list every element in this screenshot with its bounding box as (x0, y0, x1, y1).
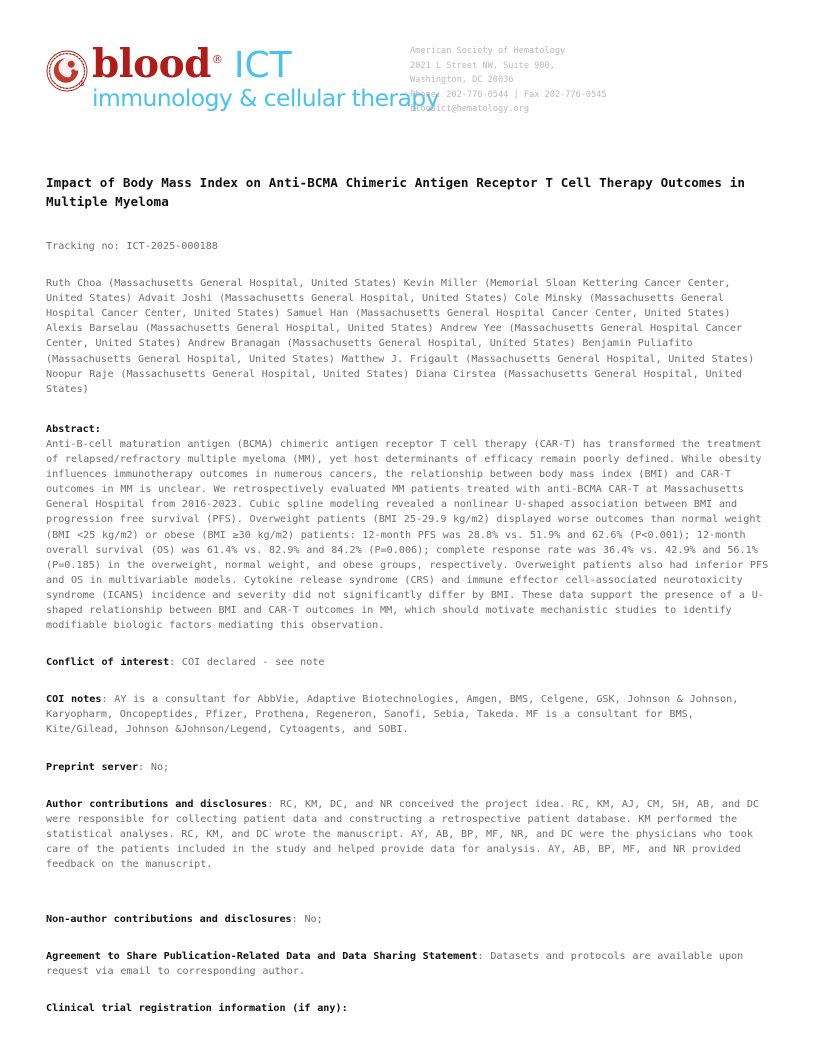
registered-trademark-icon: ® (211, 53, 223, 66)
coi-notes-section (46, 692, 770, 737)
wordmark-blood: blood (92, 41, 211, 87)
non-author-contributions-heading: Non-author contributions and disclosures (46, 914, 292, 926)
journal-tagline: immunology & cellular therapy (92, 83, 439, 112)
clinical-trial-heading: Clinical trial registration information (if any): (46, 1003, 348, 1015)
coi-notes-body: AY is a consultant for AbbVie, Adaptive Biotechnologies, Amgen, BMS, Celgene, GSK, Johnson & Johnson, Karyopharm, Oncopeptides, Pfizer, Prothena, Regeneron, Sanofi, Sebia, Takeda. MF is a consultant for BMS, Kite/Gilead, Johnson &Johnson/Legend, Cytoagents, and SOBI. (46, 694, 739, 736)
address-line-city: Washington, DC 20036 (410, 75, 514, 86)
author-contributions-separator: : (267, 798, 281, 810)
address-line-org: American Society of Hematology (410, 46, 566, 56)
svg-text:R: R (80, 82, 83, 86)
abstract-section (46, 422, 770, 633)
data-sharing-separator: : (477, 951, 491, 963)
document-content (46, 174, 770, 1016)
preprint-server-body: No; (150, 761, 170, 773)
data-sharing-heading: Agreement to Share Publication-Related Data and Data Sharing Statement (46, 951, 478, 963)
abstract-body: Anti-B-cell maturation antigen (BCMA) chimeric antigen receptor T cell therapy (CAR-T) has transformed the treatment of relapsed/refractory multiple myeloma (MM), yet host determinants of efficacy remain poorly defined. While obesity influences immunotherapy outcomes in numerous cancers, the relationship between body mass index (BMI) and CAR-T outcomes in MM is unclear. We retrospectively evaluated MM patients treated with anti-BCMA CAR-T at Massachusetts General Hospital from 2016-2023. Cubic spline modeling revealed a nonlinear U-shaped association between BMI and progression free survival (PFS). Overweight patients (BMI 25-29.9 kg/m2) displayed worse outcomes than normal weight (BMI <25 kg/m2) or obese (BMI ≥30 kg/m2) patients: 12-month PFS was 28.8% vs. 51.9% and 62.6% (P<0.001); 12-month overall survival (OS) was 61.4% vs. 82.9% and 84.2% (P=0.006); complete response rate was 36.4% vs. 42.9% and 56.1% (P=0.185) in the overweight, normal weight, and obese groups, respectively. Overweight patients also had inferior PFS and OS in multivariable models. Cytokine release syndrome (CRS) and immune effector cell-associated neurotoxicity syndrome (ICANS) incidence and severity did not significantly differ by BMI. These data support the presence of a U-shaped relationship between BMI and CAR-T outcomes in MM, which should motivate mechanistic studies to identify modifiable biologic factors mediating this observation. (46, 438, 769, 632)
journal-wordmark (92, 41, 439, 112)
conflict-of-interest-separator: : (169, 657, 182, 669)
data-sharing-section (46, 949, 770, 979)
author-contributions-heading: Author contributions and disclosures (46, 798, 268, 810)
conflict-of-interest-heading: Conflict of interest (46, 657, 170, 669)
abstract-heading: Abstract: (46, 423, 101, 435)
data-sharing-body: Datasets and protocols are available upon request via email to corresponding author. (46, 951, 744, 978)
conflict-of-interest-section (46, 655, 770, 670)
conflict-of-interest-body: COI declared - see note (181, 657, 325, 669)
page-title: Impact of Body Mass Index on Anti-BCMA Chimeric Antigen Receptor T Cell Therapy Outcomes in Multiple Myeloma (46, 175, 746, 209)
non-author-contributions-body: No; (304, 914, 323, 926)
journal-masthead (0, 0, 816, 136)
non-author-contributions-separator: : (291, 914, 305, 926)
clinical-trial-section (46, 1001, 770, 1016)
asf-hematology-seal-icon (46, 50, 88, 92)
publisher-address (410, 44, 607, 117)
tracking-number: Tracking no: ICT-2025-000188 (46, 241, 218, 252)
preprint-server-heading: Preprint server (46, 761, 139, 773)
address-line-email: bloodict@hematology.org (410, 104, 529, 115)
address-line-phone: Phone: 202-776-0544 | Fax 202-776-0545 (410, 89, 607, 100)
preprint-server-separator: : (138, 761, 151, 773)
coi-notes-separator: : (101, 694, 115, 706)
author-contributions-body: RC, KM, DC, and NR conceived the project idea. RC, KM, AJ, CM, SH, AB, and DC were responsible for collecting patient data and constructing a retrospective patient database. KM performed the statistical analyses. RC, KM, and DC wrote the manuscript. AY, AB, BP, MF, NR, and DC were the physicians who took care of the patients included in the study and helped provide data for analysis. AY, AB, BP, MF, and NR provided feedback on the manuscript. (46, 798, 760, 870)
author-list: Ruth Choa (Massachusetts General Hospital, United States) Kevin Miller (Memorial Sloan Kettering Cancer Center, United States) Advait Joshi (Massachusetts General Hospital, United States) Cole Minsky (Massachusetts General Hospital Cancer Center, United States) Samuel Han (Massachusetts General Hospital Cancer Center, United States) Alexis Barselau (Massachusetts General Hospital, United States) Andrew Yee (Massachusetts General Hospital Cancer Center, United States) Andrew Branagan (Massachusetts General Hospital, United States) Benjamin Puliafito (Massachusetts General Hospital, United States) Matthew J. Frigault (Massachusetts General Hospital, United States) Noopur Raje (Massachusetts General Hospital, United States) Diana Cirstea (Massachusetts General Hospital, United States) (46, 278, 755, 395)
journal-logo (46, 41, 439, 112)
coi-notes-heading: COI notes (46, 694, 102, 706)
non-author-contributions-section (46, 912, 770, 927)
address-line-street: 2021 L Street NW, Suite 900, (410, 60, 555, 71)
wordmark-ict: ICT (233, 45, 292, 86)
preprint-server-section (46, 760, 770, 775)
author-contributions-section (46, 797, 770, 872)
